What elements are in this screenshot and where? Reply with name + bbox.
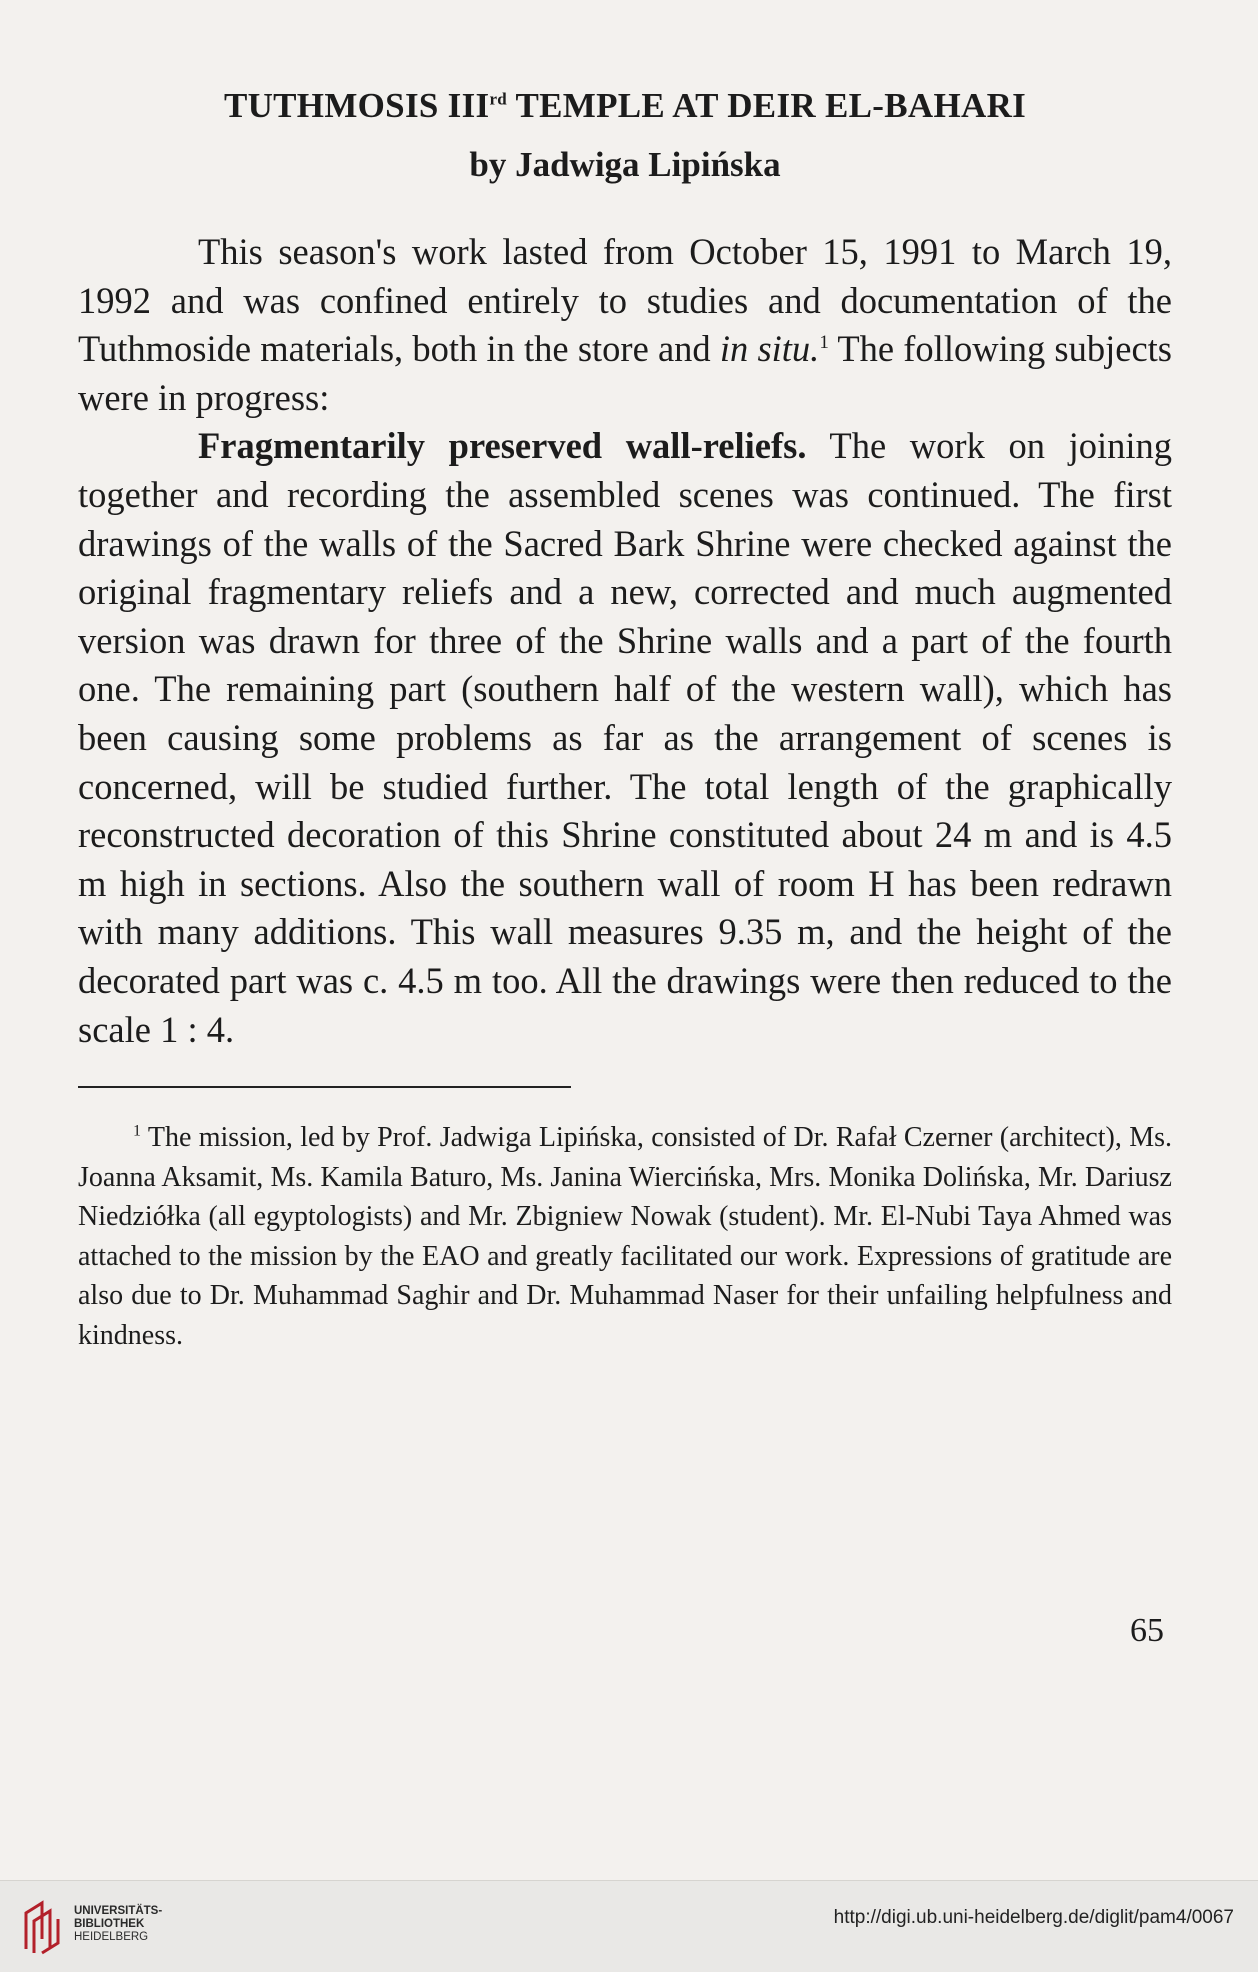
- text-area: [78, 82, 1172, 1355]
- paragraph-intro: This season's work lasted from October 15, 1991 to March 19, 1992 and was confined entirely to studies and documentation of the Tuthmoside materials, both in the store and in situ.$^1$ The following subjects were in progress:: [78, 231, 1172, 418]
- ordinal-suffix: rd: [489, 89, 508, 109]
- footnote-reference: 1: [819, 332, 829, 354]
- library-name: UNIVERSITÄTS- BIBLIOTHEK HEIDELBERG: [74, 1905, 163, 1943]
- footer-bar: [0, 1880, 1258, 1972]
- ub-heidelberg-logo-icon: [18, 1899, 70, 1955]
- source-url-link[interactable]: http://digi.ub.uni-heidelberg.de/diglit/pam4/0067: [833, 1907, 1234, 1928]
- footnote-divider: [78, 1086, 571, 1088]
- paragraph-wall-reliefs: Fragmentarily preserved wall-reliefs. The work on joining together and recording the assembled scenes was continued. The first drawings of the walls of the Sacred Bark Shrine were checked against the original fragmentary reliefs and a new, corrected and much augmented version was drawn for three of the Shrine walls and a part of the fourth one. The remaining part (southern half of the western wall), which has been causing some problems as far as the arrangement of scenes is concerned, will be studied further. The total length of the graphically reconstructed decoration of this Shrine constituted about 24 m and is 4.5 m high in sections. Also the southern wall of room H has been redrawn with many additions. This wall measures 9.35 m, and the height of the decorated part was c. 4.5 m too. All the drawings were then reduced to the scale 1 : 4.: [78, 425, 1172, 1050]
- section-lead: Fragmentarily preserved wall-reliefs.: [198, 425, 807, 467]
- footnote-marker: 1: [133, 1122, 141, 1140]
- article-title: TUTHMOSIS IIIrd TEMPLE AT DEIR EL-BAHARI: [223, 86, 1027, 125]
- page-number: 65: [1130, 1612, 1164, 1649]
- author-byline: by Jadwiga Lipińska: [469, 145, 781, 184]
- footnote: $^1$ The mission, led by Prof. Jadwiga Lipińska, consisted of Dr. Rafał Czerner (architect), Ms. Joanna Aksamit, Ms. Kamila Baturo, Ms. Janina Wiercińska, Mrs. Monika Dolińska, Mr. Dariusz Niedziółka (all egyptologists) and Mr. Zbigniew Nowak (student). Mr. El-Nubi Taya Ahmed was attached to the mission by the EAO and greatly facilitated our work. Expressions of gratitude are also due to Dr. Muhammad Saghir and Dr. Muhammad Naser for their unfailing helpfulness and kindness.: [78, 1122, 1172, 1351]
- italic-term: in situ.: [719, 328, 820, 370]
- body-text: [78, 228, 1172, 1054]
